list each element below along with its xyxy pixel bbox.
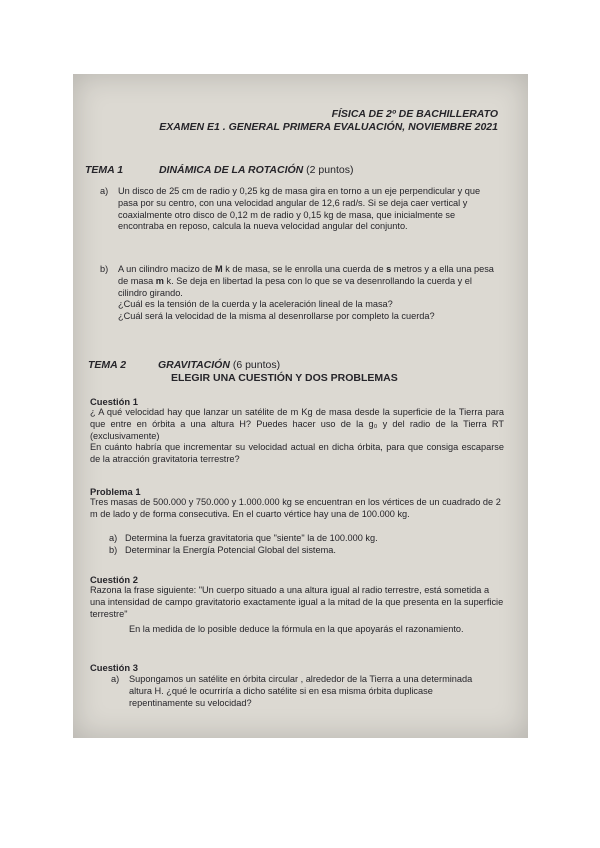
- cuestion2-text2: En la medida de lo posible deduce la fórmula en la que apoyarás el razonamiento.: [129, 624, 464, 634]
- problema1-b-marker: b): [109, 545, 118, 555]
- tema1-b-text: A un cilindro macizo de M k de masa, se le enrolla una cuerda de s metros y a ella una pesa de masa m k. Se deja en libertad la pesa con lo que se va desenrollando la cuerda y el cilindro girando. ¿Cuál es la tensión de la cuerda y la aceleración lineal de la masa? ¿Cuál será la velocidad de la misma al desenrollarse por completo la cuerda?: [118, 264, 494, 322]
- tema2-title: GRAVITACIÓN: [157, 359, 230, 371]
- tema2-label: TEMA 2: [88, 359, 127, 371]
- cuestion1-text: ¿ A qué velocidad hay que lanzar un satélite de m Kg de masa desde la superficie de la Tierra para que entre en órbita a una altura H? Puedes hacer uso de la g₀ y del radio de la Tierra RT (exclusivamente) En cuánto habría que incrementar su velocidad actual en dicha órbita, para que consiga escaparse de la atracción gravitatoria terrestre?: [90, 407, 504, 465]
- tema2-points: (6 puntos): [232, 359, 281, 371]
- course-title: FÍSICA DE 2º DE BACHILLERATO: [331, 108, 498, 120]
- tema1-a-marker: a): [100, 186, 109, 196]
- exam-paper: [73, 74, 528, 738]
- exam-title: EXAMEN E1 . GENERAL PRIMERA EVALUACIÓN, NOVIEMBRE 2021: [159, 121, 498, 133]
- tema2-subtitle: ELEGIR UNA CUESTIÓN Y DOS PROBLEMAS: [171, 372, 398, 384]
- problema1-text: Tres masas de 500.000 y 750.000 y 1.000.000 kg se encuentran en los vértices de un cuadrado de 2 m de lado y de forma consecutiva. En el cuarto vértice hay una de 100.000 kg.: [90, 497, 501, 519]
- tema2-heading: [88, 359, 280, 371]
- tema1-points: (2 puntos): [306, 164, 354, 176]
- cuestion3-a: Supongamos un satélite en órbita circular , alrededor de la Tierra a una determinada altura H. ¿qué le ocurriría a dicho satélite si en esa misma órbita duplicase repentinamente su velocidad?: [129, 674, 473, 708]
- cuestion3-title: Cuestión 3: [90, 662, 138, 673]
- cuestion1-title: Cuestión 1: [90, 396, 138, 407]
- problema1-title: Problema 1: [90, 486, 141, 497]
- problema1-a: Determina la fuerza gravitatoria que "siente" la de 100.000 kg.: [125, 533, 378, 543]
- cuestion2-title: Cuestión 2: [90, 574, 138, 585]
- tema1-label: TEMA 1: [85, 164, 124, 176]
- tema1-b-q1: ¿Cuál es la tensión de la cuerda y la aceleración lineal de la masa?: [118, 299, 393, 310]
- tema1-title: DINÁMICA DE LA ROTACIÓN: [158, 164, 304, 176]
- tema1-heading: [85, 164, 353, 176]
- cuestion3-a-marker: a): [111, 674, 120, 684]
- tema1-a-text: Un disco de 25 cm de radio y 0,25 kg de masa gira en torno a un eje perpendicular y que pasa por su centro, con una velocidad angular de 12,6 rad/s. Si se deja caer vertical y coaxialmente otro disco de 0,12 m de radio y 0,15 kg de masa, que inicialmente se encontraba en reposo, calcula la nueva velocidad angular del conjunto.: [118, 186, 481, 232]
- problema1-b: Determinar la Energía Potencial Global del sistema.: [125, 545, 336, 555]
- tema1-b-marker: b): [100, 264, 109, 274]
- tema1-b-q2: ¿Cuál será la velocidad de la misma al desenrollarse por completo la cuerda?: [118, 311, 435, 322]
- cuestion2-text: Razona la frase siguiente: "Un cuerpo situado a una altura igual al radio terrestre, está sometida a una intensidad de campo gravitatorio exactamente igual a la mitad de la que presenta en la superficie terrestre": [90, 585, 504, 619]
- problema1-a-marker: a): [109, 533, 118, 543]
